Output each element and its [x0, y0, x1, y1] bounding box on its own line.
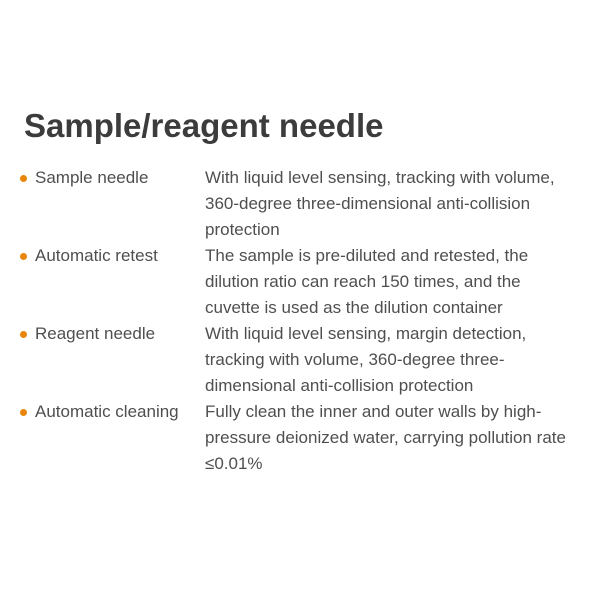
feature-row-automatic-retest [20, 243, 580, 321]
feature-description: The sample is pre-diluted and retested, the dilution ratio can reach 150 times, and the cuvette is used as the dilution container [205, 246, 529, 317]
bullet-icon [20, 253, 27, 260]
feature-row-automatic-cleaning [20, 399, 580, 477]
feature-description: With liquid level sensing, margin detection, tracking with volume, 360-degree three-dimensional anti-collision protection [205, 324, 527, 395]
feature-row-sample-needle [20, 165, 580, 243]
bullet-icon [20, 331, 27, 338]
feature-label: Reagent needle [35, 324, 156, 343]
feature-label: Automatic cleaning [35, 402, 179, 421]
feature-description: With liquid level sensing, tracking with volume, 360-degree three-dimensional anti-collision protection [205, 168, 555, 239]
page-title: Sample/reagent needle [24, 107, 384, 144]
bullet-icon [20, 175, 27, 182]
feature-row-reagent-needle [20, 321, 580, 399]
feature-label: Sample needle [35, 168, 149, 187]
feature-list [20, 165, 580, 477]
feature-description: Fully clean the inner and outer walls by high-pressure deionized water, carrying pollution rate ≤0.01% [205, 402, 566, 473]
bullet-icon [20, 409, 27, 416]
feature-label: Automatic retest [35, 246, 158, 265]
